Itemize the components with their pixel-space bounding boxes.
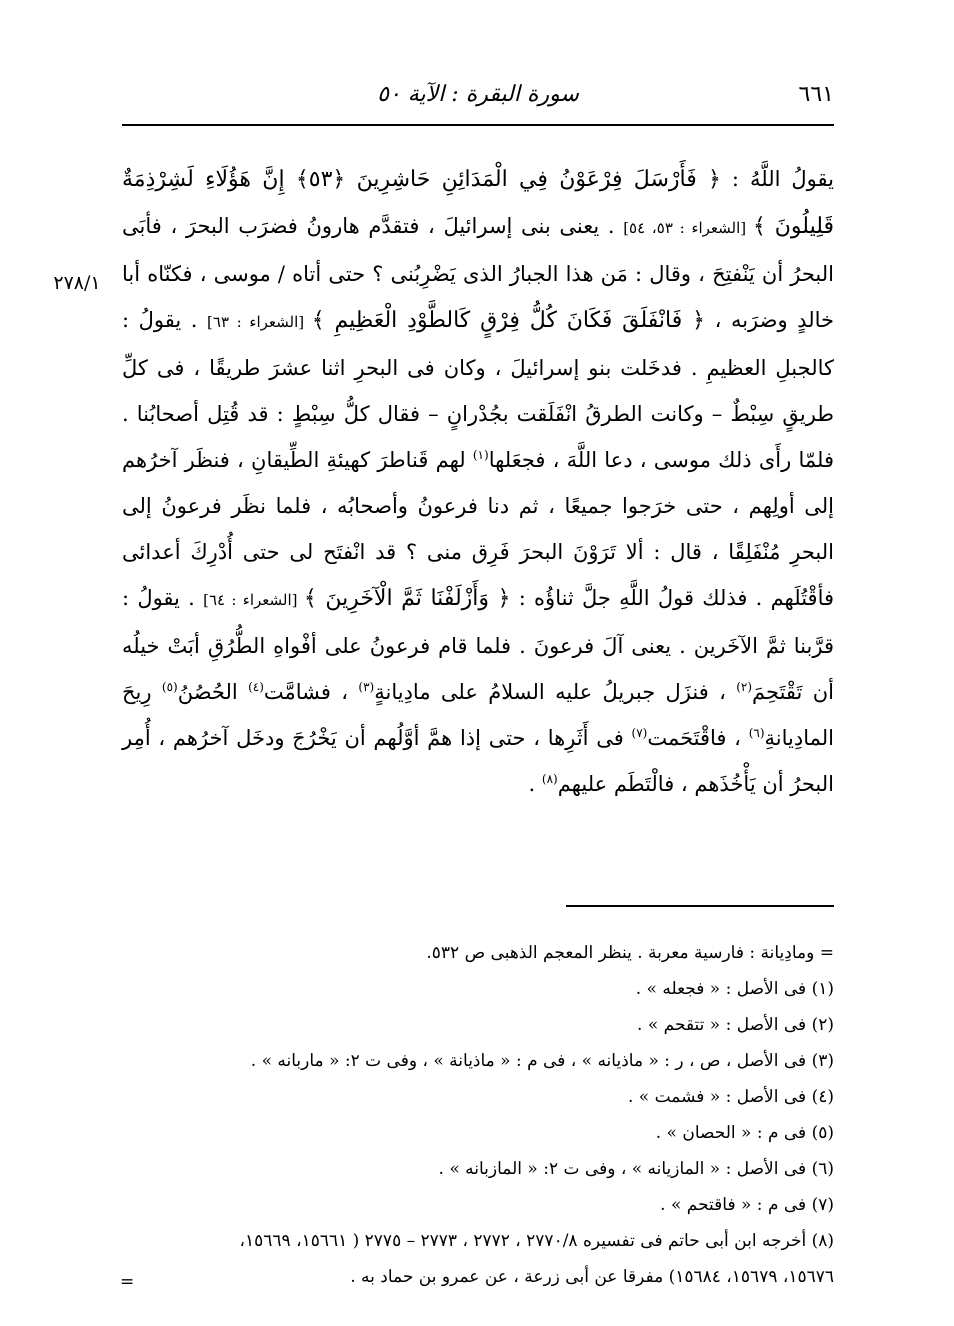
footnote-marker[interactable]: (٥) bbox=[161, 680, 178, 694]
footnote-marker[interactable]: (١) bbox=[472, 448, 489, 462]
text-segment: فى أَثَرِها ، حتى إذا همَّ أوَّلُهم أن يَخْرُجَ ودخَل آخرُهم ، أُمِر البحرُ أن يَأْخُذَهم ، فالْتَطَم عليهم bbox=[122, 726, 834, 796]
footnote-5: (٥) فى م : « الحصان » . bbox=[655, 1123, 834, 1143]
quran-verse: ﴿ فَأَرْسَلَ فِرْعَوْنُ فِي الْمَدَائِنِ حَاشِرِينَ ﴿٥٣﴾ إِنَّ هَؤُلَاءِ لَشِرْذِمَةٌ قَلِيلُونَ ﴾ bbox=[122, 167, 835, 239]
quran-verse: ﴿ وَأَزْلَفْنَا ثَمَّ الْآخَرِينَ ﴾ bbox=[303, 586, 511, 611]
footnote-marker[interactable]: (٤) bbox=[248, 680, 264, 694]
footnote-marker[interactable]: (٨) bbox=[541, 772, 558, 786]
main-text bbox=[122, 156, 834, 807]
footnote-marker[interactable]: (٣) bbox=[358, 680, 375, 694]
text-segment: ، فنزَل جبريلُ عليه السلامُ على مادِيانةٍ bbox=[374, 680, 737, 704]
main-paragraph bbox=[122, 156, 834, 807]
text-segment: . يقولُ : قرَّبنا ثمَّ الآخَرين . يعنى آلَ فرعونَ . فلما قام فرعونُ على أفْواهِ الطُّرُقِ أبَتْ خيلُه أن تَقْتَحِمَ bbox=[122, 586, 834, 704]
footnote-2: (٢) فى الأصل : « تتقحم » . bbox=[637, 1015, 834, 1035]
footnote-7: (٧) فى م : « فاقتحم » . bbox=[660, 1195, 834, 1215]
footnote-marker[interactable]: (٦) bbox=[748, 726, 765, 740]
footnote-marker[interactable]: (٧) bbox=[631, 726, 648, 740]
quran-verse: ﴿ فَانْفَلَقَ فَكَانَ كُلُّ فِرْقٍ كَالطَّوْدِ الْعَظِيمِ ﴾ bbox=[311, 308, 706, 333]
footnote-8-line-2: ١٥٦٧٦، ١٥٦٧٩، ١٥٦٨٤) مفرقا عن أبى زرعة ، عن عمرو بن حماد به . bbox=[350, 1267, 834, 1287]
verse-citation: [الشعراء : ٦٤] bbox=[203, 591, 304, 609]
verse-citation: [الشعراء : ٥٣، ٥٤] bbox=[623, 219, 753, 237]
text-segment: . يقولُ : كالجبلِ العظيمِ . فدخَلت بنو إسرائيلَ ، وكان فى البحرِ اثنا عشرَ طريقًا ، فى كلِّ طريقٍ سِبْطٌ – وكانت الطرقُ انْفَلَقت بجُدْرانٍ – فقال كلُّ سِبْطٍ : قد قُتِل أصحابُنا . فلمّا رأَى ذلك موسى ، دعا اللَّهَ ، فجعَلها bbox=[122, 308, 834, 472]
text-segment: رِيحَ المادِيانةِ bbox=[122, 680, 834, 750]
text-segment: الحُصُنُ bbox=[177, 680, 249, 704]
margin-reference: ٢٧٨/١ bbox=[53, 272, 101, 294]
footnote-continuation: = ومادِيانة : فارسية معربة . ينظر المعجم الذهبى ص ٥٣٢. bbox=[426, 943, 834, 963]
page-number: ٦٦١ bbox=[798, 82, 834, 107]
page-header bbox=[122, 80, 834, 120]
text-segment: يقولُ اللَّهُ : bbox=[720, 167, 834, 191]
running-title: سورة البقرة : الآية ٥٠ bbox=[377, 82, 579, 107]
header-rule bbox=[122, 124, 834, 126]
footnote-rule bbox=[566, 905, 834, 907]
verse-citation: [الشعراء : ٦٣] bbox=[207, 313, 312, 331]
footnote-1: (١) فى الأصل : « فجعله » . bbox=[635, 979, 834, 999]
text-segment: لهم قَناطرَ كهيئةِ الطِّيقانِ ، فنظَر آخرُهم إلى أولِهم ، حتى خرَجوا جميعًا ، ثم دنا فرعونُ وأصحابُه ، فلما نظَر فرعونُ إلى البحرِ مُنْفَلِقًا ، قال : ألا تَرَوْنَ البحرَ فَرِق منى ؟ قد انْفتَح لى حتى أُدْرِكَ أعدائى فأقْتُلَهم . فذلك قولُ اللَّهِ جلَّ ثناؤُه : bbox=[122, 448, 835, 610]
footnote-4: (٤) فى الأصل : « فشمت » . bbox=[627, 1087, 834, 1107]
footnote-6: (٦) فى الأصل : « المازيانه » ، وفى ت ٢: « المازبانه » . bbox=[438, 1159, 834, 1179]
continuation-mark: = bbox=[120, 1272, 135, 1292]
text-segment: . bbox=[528, 772, 542, 796]
footnote-8-line-1: (٨) أخرجه ابن أبى حاتم فى تفسيره ٢٧٧٠/٨ ، ٢٧٧٢ ، ٢٧٧٣ – ٢٧٧٥ ( ١٥٦٦١، ١٥٦٦٩، bbox=[239, 1231, 834, 1251]
text-segment: ، فشامَّت bbox=[263, 680, 359, 704]
text-segment: . يعنى بنى إسرائيلَ ، فتقدَّم هارونُ فضرَب البحرَ ، فأبَى البحرُ أن يَنْفتِحَ ، وقال : مَن هذا الجبارُ الذى يَضْرِبُنى ؟ حتى أتاه / موسى ، فكنّاه أبا خالدٍ وضرَبه ، bbox=[122, 214, 834, 332]
footnote-3: (٣) فى الأصل ، ص ، ر : « ماذيانه » ، فى م : « ماذيانة » ، وفى ت ٢: « ماربانه » . bbox=[250, 1051, 834, 1071]
footnote-marker[interactable]: (٢) bbox=[736, 680, 753, 694]
footnotes bbox=[112, 935, 834, 1295]
text-segment: ، فاقْتَحَمت bbox=[647, 726, 749, 750]
